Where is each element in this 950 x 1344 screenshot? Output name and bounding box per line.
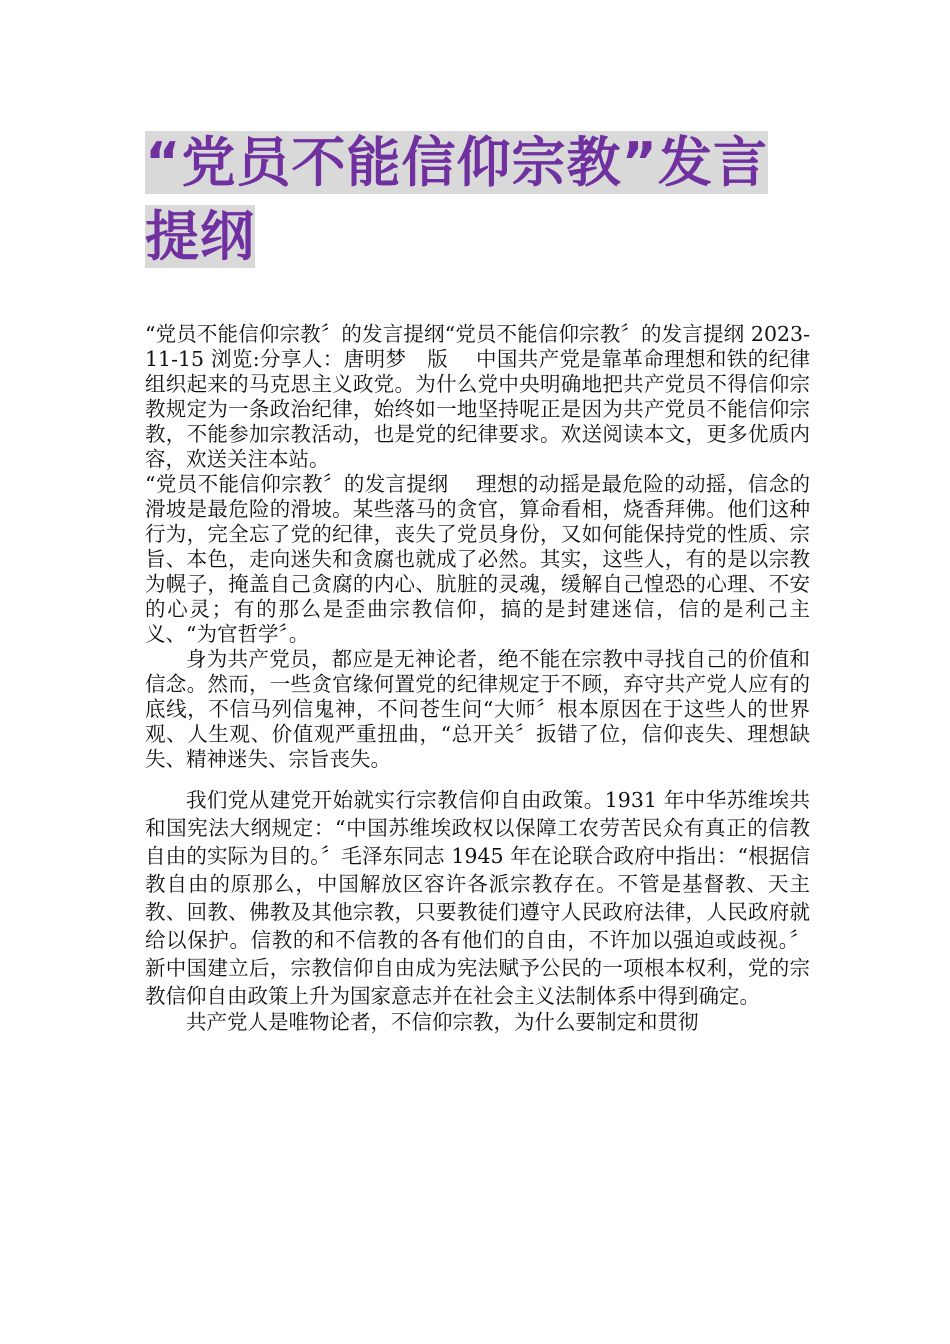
paragraph-reason: “党员不能信仰宗教〞的发言提纲 理想的动摇是最危险的动摇，信念的滑坡是最危险的滑坡。某些落马的贪官，算命看相，烧香拜佛。他们这种行为，完全忘了党的纪律，丧失了党员身份，又如何能保持党的性质、宗旨、本色，走向迷失和贪腐也就成了必然。其实，这些人，有的是以宗教为幌子，掩盖自己贪腐的内心、肮脏的灵魂，缓解自己惶恐的心理、不安的心灵；有的那么是歪曲宗教信仰，搞的是封建迷信，信的是利己主义、“为官哲学〞。 — [145, 472, 810, 646]
document-body — [145, 322, 810, 1035]
paragraph-policy-history: 我们党从建党开始就实行宗教信仰自由政策。1931 年中华苏维埃共和国宪法大纲规定：“中国苏维埃政权以保障工农劳苦民众有真正的信教自由的实际为目的。〞毛泽东同志 1945 年在论联合政府中指出：“根据信教自由的原那么，中国解放区容许各派宗教存在。不管是基督教、天主教、回教、佛教及其他宗教，只要教徒们遵守人民政府法律，人民政府就给以保护。信教的和不信教的各有他们的自由，不许加以强迫或歧视。〞新中国建立后，宗教信仰自由成为宪法赋予公民的一项根本权利，党的宗教信仰自由政策上升为国家意志并在社会主义法制体系中得到确定。 — [145, 788, 810, 1008]
document-title — [145, 126, 815, 274]
paragraph-materialism: 共产党人是唯物论者，不信仰宗教，为什么要制定和贯彻 — [186, 1010, 699, 1034]
paragraph-intro: “党员不能信仰宗教〞的发言提纲“党员不能信仰宗教〞的发言提纲 2023-11-15 浏览:分享人：唐明梦 版 中国共产党是靠革命理想和铁的纪律组织起来的马克思主义政党。为什么党中央明确地把共产党员不得信仰宗教规定为一条政治纪律，始终如一地坚持呢正是因为共产党员不能信仰宗教，不能参加宗教活动，也是党的纪律要求。欢送阅读本文，更多优质内容，欢送关注本站。 — [145, 322, 810, 471]
paragraph-atheism: 身为共产党员，都应是无神论者，绝不能在宗教中寻找自己的价值和信念。然而，一些贪官缘何置党的纪律规定于不顾，弃守共产党人应有的底线，不信马列信鬼神，不问苍生问“大师〞根本原因在于这些人的世界观、人生观、价值观严重扭曲，“总开关〞扳错了位，信仰丧失、理想缺失、精神迷失、宗旨丧失。 — [145, 647, 810, 771]
title-text: “党员不能信仰宗教”发言提纲 — [145, 131, 768, 268]
